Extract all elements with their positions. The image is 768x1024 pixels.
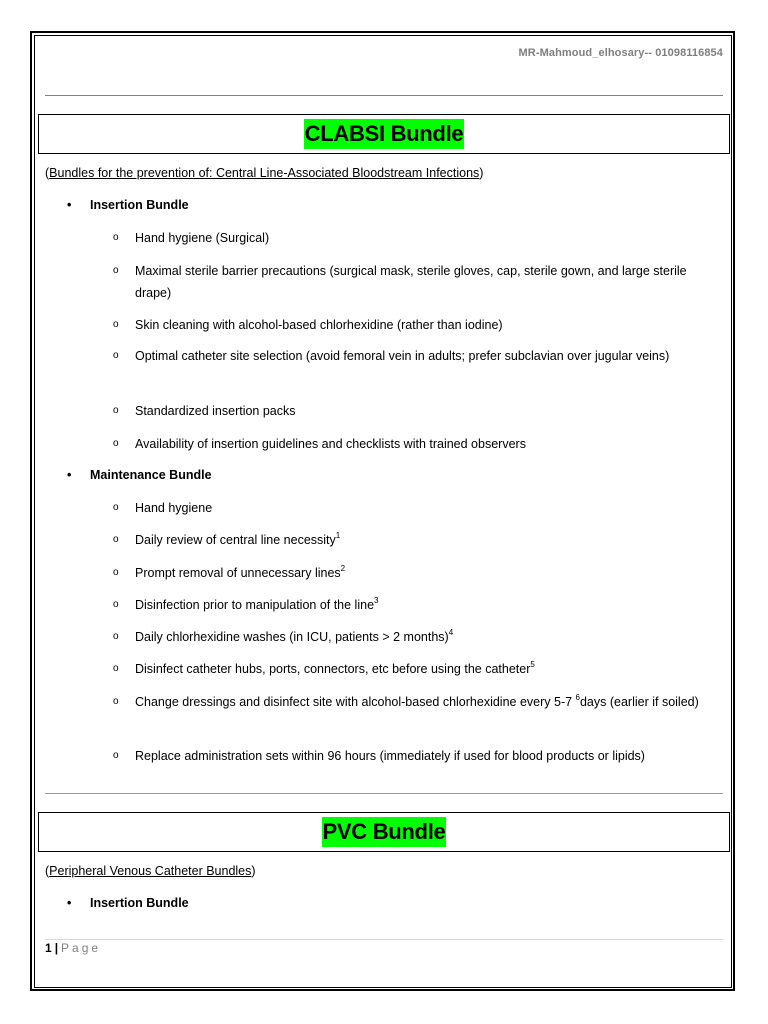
circle-bullet-icon: o xyxy=(113,405,119,416)
circle-bullet-icon: o xyxy=(113,567,119,578)
circle-bullet-icon: o xyxy=(113,319,119,330)
footnote-ref[interactable]: 1 xyxy=(335,530,341,540)
list-item: o Disinfection prior to manipulation of the line$^3$ xyxy=(113,594,713,616)
pvc-title-box xyxy=(38,812,730,852)
clabsi-subtitle-link[interactable]: Bundles for the prevention of: Central Line-Associated Bloodstream Infections xyxy=(49,166,480,180)
circle-bullet-icon: o xyxy=(113,232,119,243)
list-item: o Prompt removal of unnecessary lines$^2$ xyxy=(113,562,713,584)
circle-bullet-icon: o xyxy=(113,663,119,674)
list-item: o Standardized insertion packs xyxy=(113,400,713,422)
page-footer xyxy=(45,941,101,955)
footnote-ref[interactable]: 5 xyxy=(530,659,535,669)
circle-bullet-icon: o xyxy=(113,750,119,761)
footer-separator: | xyxy=(54,941,59,955)
clabsi-subtitle: (Bundles for the prevention of: Central Line-Associated Bloodstream Infections) xyxy=(45,166,484,180)
insertion-label: Insertion Bundle xyxy=(90,896,189,910)
clabsi-maintenance-heading xyxy=(67,468,212,482)
footer-rule xyxy=(45,939,723,940)
page-number: 1 xyxy=(45,941,52,955)
list-item: o Hand hygiene xyxy=(113,497,713,519)
clabsi-title-box xyxy=(38,114,730,154)
bullet-icon: • xyxy=(67,468,72,482)
clabsi-title: CLABSI Bundle xyxy=(304,119,465,149)
pvc-title: PVC Bundle xyxy=(322,817,447,847)
circle-bullet-icon: o xyxy=(113,599,119,610)
footnote-ref[interactable]: 6 xyxy=(575,692,580,702)
list-item: o Hand hygiene (Surgical) xyxy=(113,227,713,249)
list-item: o Availability of insertion guidelines and checklists with trained observers xyxy=(113,433,713,455)
list-item: o Maximal sterile barrier precautions (surgical mask, sterile gloves, cap, sterile gown, and large sterile drape) xyxy=(113,260,713,304)
pvc-subtitle-link[interactable]: Peripheral Venous Catheter Bundles xyxy=(49,864,252,878)
list-item: o Skin cleaning with alcohol-based chlorhexidine (rather than iodine) xyxy=(113,314,713,336)
header-author: MR-Mahmoud_elhosary-- 01098116854 xyxy=(518,47,723,59)
circle-bullet-icon: o xyxy=(113,631,119,642)
footnote-ref[interactable]: 4 xyxy=(448,627,454,637)
pvc-subtitle: (Peripheral Venous Catheter Bundles) xyxy=(45,864,256,878)
page-label: Page xyxy=(61,941,102,955)
header-rule xyxy=(45,95,723,96)
list-item: o Optimal catheter site selection (avoid femoral vein in adults; prefer subclavian over jugular veins) xyxy=(113,345,713,367)
bullet-icon: • xyxy=(67,896,72,910)
pvc-insertion-heading xyxy=(67,896,189,910)
circle-bullet-icon: o xyxy=(113,502,119,513)
circle-bullet-icon: o xyxy=(113,534,119,545)
insertion-label: Insertion Bundle xyxy=(90,198,189,212)
section-divider xyxy=(45,793,723,794)
maintenance-label: Maintenance Bundle xyxy=(90,468,212,482)
footnote-ref[interactable]: 2 xyxy=(340,563,346,573)
circle-bullet-icon: o xyxy=(113,438,119,449)
circle-bullet-icon: o xyxy=(113,696,119,707)
list-item: o Replace administration sets within 96 hours (immediately if used for blood products or lipids) xyxy=(113,745,713,767)
list-item: o Change dressings and disinfect site with alcohol-based chlorhexidine every 5-7 $^6$days (earlier if soiled) xyxy=(113,691,713,713)
list-item: o Daily chlorhexidine washes (in ICU, patients > 2 months)$^4$ xyxy=(113,626,713,648)
circle-bullet-icon: o xyxy=(113,350,119,361)
circle-bullet-icon: o xyxy=(113,265,119,276)
clabsi-insertion-heading xyxy=(67,198,189,212)
footnote-ref[interactable]: 3 xyxy=(374,595,379,605)
list-item: o Daily review of central line necessity$^1$ xyxy=(113,529,713,551)
list-item: o Disinfect catheter hubs, ports, connectors, etc before using the catheter$^5$ xyxy=(113,658,713,680)
bullet-icon: • xyxy=(67,198,72,212)
